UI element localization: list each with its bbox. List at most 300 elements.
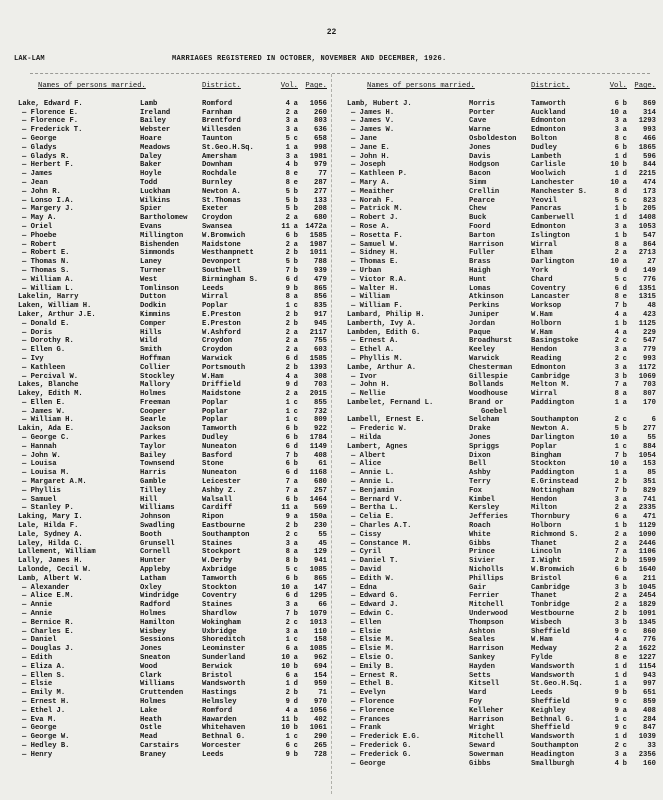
entry-district: Burnley: [202, 178, 233, 187]
entry-volume: [272, 205, 301, 214]
marriage-entry-row: [18, 619, 328, 628]
entry-volume-number: 1: [285, 733, 290, 742]
entry-volume-number: 2: [614, 504, 619, 513]
marriage-entry-row: [347, 293, 657, 302]
entry-volume: [272, 557, 301, 566]
entry-volume-letter: b: [622, 372, 627, 381]
entry-spouse-surname: Gamble: [140, 478, 166, 487]
entry-name: — George C.: [22, 434, 70, 443]
entry-name: — Elsie: [351, 627, 382, 636]
entry-volume-number: 8: [614, 134, 619, 143]
entry-volume-number: 9: [285, 284, 290, 293]
entry-volume: [272, 258, 301, 267]
entry-volume-letter: a: [293, 143, 298, 152]
entry-volume-letter: a: [622, 548, 627, 557]
entry-volume: [272, 285, 301, 294]
entry-volume-number: 8: [285, 293, 290, 302]
entry-name: — Ellen S.: [22, 671, 66, 680]
entry-district: W.Ham: [531, 310, 553, 319]
entry-name: — Ellen E.: [22, 398, 66, 407]
entry-district: Lanchester: [531, 178, 575, 187]
entry-district: Pancras: [531, 205, 562, 214]
entry-spouse-surname: Dutton: [140, 293, 166, 302]
entry-volume: [272, 293, 301, 302]
entry-volume: [601, 724, 630, 733]
entry-volume: [272, 329, 301, 338]
entry-volume-letter: a: [622, 363, 627, 372]
entry-volume-number: 10: [610, 161, 619, 170]
entry-volume-number: 5: [285, 566, 290, 575]
entry-volume-number: 2: [285, 689, 290, 698]
left-entries-list: [18, 100, 328, 760]
entry-volume-letter: b: [293, 662, 298, 671]
entry-district: Helmsley: [202, 697, 237, 706]
entry-volume-number: 3: [614, 222, 619, 231]
entry-name: — John H.: [351, 381, 390, 390]
entry-volume: [601, 188, 630, 197]
entry-volume-letter: a: [293, 539, 298, 548]
entry-district: Southampton: [202, 530, 250, 539]
entry-district: Smallburgh: [531, 759, 575, 768]
entry-volume-number: 5: [614, 196, 619, 205]
entry-volume-letter: d: [622, 214, 627, 223]
entry-page: 856: [314, 293, 327, 302]
entry-page: 979: [314, 161, 327, 170]
entry-volume-letter: a: [293, 126, 298, 135]
entry-volume: [601, 100, 630, 109]
entry-spouse-surname-alt: Goebel: [481, 407, 507, 416]
entry-page: 308: [314, 372, 327, 381]
entry-page: 466: [643, 134, 656, 143]
entry-district: Romford: [202, 99, 233, 108]
entry-page: 45: [318, 539, 327, 548]
marriage-entry-row: [18, 592, 328, 601]
entry-volume-number: 6: [285, 469, 290, 478]
marriage-entry-row: [18, 496, 328, 505]
entry-volume-number: 2: [285, 214, 290, 223]
entry-spouse-surname: Hill: [140, 495, 158, 504]
entry-volume-number: 2: [285, 310, 290, 319]
entry-volume-letter: b: [622, 522, 627, 531]
entry-volume-letter: d: [293, 354, 298, 363]
entry-spouse-surname: Windridge: [140, 592, 179, 601]
entry-volume: [272, 197, 301, 206]
entry-spouse-surname: Clark: [140, 671, 162, 680]
entry-volume: [601, 487, 630, 496]
marriage-entry-row: [347, 135, 657, 144]
entry-spouse-surname: Juniper: [469, 310, 500, 319]
entry-district: St.Geo.H.Sq.: [202, 143, 254, 152]
marriage-entry-row: [18, 267, 328, 276]
entry-spouse-surname: Turner: [140, 266, 166, 275]
entry-district: Yeovil: [531, 196, 557, 205]
entry-volume: [601, 469, 630, 478]
entry-volume-letter: b: [622, 689, 627, 698]
entry-volume: [601, 355, 630, 364]
entry-district: Bethnal G.: [202, 733, 246, 742]
entry-spouse-surname: Mallory: [140, 381, 171, 390]
entry-volume-number: 3: [285, 539, 290, 548]
entry-spouse-surname: Cooper: [140, 407, 166, 416]
entry-volume-number: 1: [614, 442, 619, 451]
entry-name: — Louisa M.: [22, 469, 70, 478]
entry-volume-number: 2: [285, 618, 290, 627]
entry-volume-letter: c: [622, 715, 627, 724]
entry-name: — Jane E.: [351, 143, 390, 152]
marriage-entry-row: [347, 373, 657, 382]
entry-name: — Bernice R.: [22, 618, 74, 627]
entry-district: Newton A.: [531, 425, 570, 434]
entry-volume-number: 4: [285, 706, 290, 715]
entry-spouse-surname: Hunter: [140, 557, 166, 566]
entry-name: — Thomas S.: [22, 266, 70, 275]
entry-district: Wirral: [531, 240, 557, 249]
entry-volume-number: 3: [614, 372, 619, 381]
entry-volume: [601, 161, 630, 170]
entry-volume-letter: b: [622, 302, 627, 311]
entry-page: 547: [643, 231, 656, 240]
entry-district: Shardlow: [202, 610, 237, 619]
marriage-entry-row: [347, 672, 657, 681]
entry-volume-number: 10: [281, 583, 290, 592]
document-title: MARRIAGES REGISTERED IN OCTOBER, NOVEMBER AND DECEMBER, 1926.: [172, 55, 447, 63]
marriage-entry-row: [347, 241, 657, 250]
entry-district: Lincoln: [531, 548, 562, 557]
entry-name: — Ellen G.: [22, 346, 66, 355]
entry-spouse-surname: Braney: [140, 750, 166, 759]
entry-spouse-surname: Dixon: [469, 451, 491, 460]
entry-volume: [272, 276, 301, 285]
entry-spouse-surname: Harris: [140, 469, 166, 478]
entry-page: 2015: [309, 390, 327, 399]
entry-volume: [272, 117, 301, 126]
entry-volume-number: 2: [285, 108, 290, 117]
entry-name: — May A.: [22, 214, 57, 223]
entry-volume: [601, 276, 630, 285]
entry-spouse-surname: Swadling: [140, 522, 175, 531]
entry-name: — Frederick G.: [351, 741, 412, 750]
entry-district: Holborn: [531, 319, 562, 328]
entry-district: W.Bromwich: [202, 231, 246, 240]
entry-name: — Robert: [22, 240, 57, 249]
entry-page: 939: [314, 266, 327, 275]
entry-volume-letter: a: [293, 504, 298, 513]
entry-name: — Eliza A.: [22, 662, 66, 671]
entry-district: Wokingham: [202, 618, 241, 627]
entry-district: Taunton: [202, 134, 233, 143]
entry-volume-number: 4: [285, 99, 290, 108]
entry-volume-number: 5: [285, 187, 290, 196]
entry-district: Headington: [531, 750, 575, 759]
marriage-entry-row: [347, 716, 657, 725]
entry-volume-letter: b: [293, 363, 298, 372]
entry-volume: [601, 645, 630, 654]
entry-volume: [272, 469, 301, 478]
entry-page: 55: [647, 434, 656, 443]
entry-page: 1351: [638, 284, 656, 293]
entry-district: Dudley: [531, 143, 557, 152]
entry-volume: [601, 302, 630, 311]
entry-volume-number: 6: [614, 566, 619, 575]
entry-name: — Eva M.: [22, 715, 57, 724]
entry-spouse-surname: Daley: [140, 152, 162, 161]
marriage-entry-row: [18, 276, 328, 285]
entry-volume-letter: a: [622, 310, 627, 319]
marriage-entry-row: [18, 232, 328, 241]
marriage-entry-row: [347, 575, 657, 584]
entry-page: 859: [643, 697, 656, 706]
entry-page: 1069: [638, 372, 656, 381]
entry-volume: [272, 592, 301, 601]
entry-volume-number: 2: [285, 240, 290, 249]
marriage-entry-row: [347, 487, 657, 496]
entry-volume: [272, 241, 301, 250]
entry-volume: [272, 460, 301, 469]
entry-page: 423: [643, 310, 656, 319]
entry-name: — Edwin C.: [351, 610, 395, 619]
marriage-entry-row: [18, 751, 328, 760]
marriage-entry-row: [18, 329, 328, 338]
entry-volume-number: 9: [285, 513, 290, 522]
entry-name: — Hannah: [22, 442, 57, 451]
entry-name: — Annie: [22, 610, 53, 619]
entry-volume-number: 3: [614, 346, 619, 355]
entry-spouse-surname: Prince: [469, 548, 495, 557]
entry-volume: [601, 373, 630, 382]
entry-spouse-surname: Ostle: [140, 724, 162, 733]
marriage-entry-row: [347, 355, 657, 364]
entry-name: — David: [351, 566, 382, 575]
entry-volume-letter: b: [622, 425, 627, 434]
entry-district: Staines: [202, 601, 233, 610]
entry-volume: [601, 144, 630, 153]
entry-volume-letter: b: [293, 724, 298, 733]
entry-page: 865: [314, 284, 327, 293]
entry-page: 855: [314, 398, 327, 407]
entry-district: Driffield: [202, 381, 241, 390]
entry-name: — Herbert F.: [22, 161, 74, 170]
entry-volume-number: 6: [285, 231, 290, 240]
marriage-entry-row: [18, 337, 328, 346]
entry-volume-number: 3: [614, 583, 619, 592]
entry-volume: [272, 724, 301, 733]
entry-volume: [601, 707, 630, 716]
entry-volume-letter: d: [622, 187, 627, 196]
marriage-entry-row: [18, 293, 328, 302]
marriage-entry-row: [18, 355, 328, 364]
entry-page: 150a: [309, 513, 327, 522]
entry-district: Exeter: [202, 205, 228, 214]
entry-page: 1599: [638, 557, 656, 566]
entry-volume-number: 2: [614, 601, 619, 610]
entry-spouse-surname: Webster: [140, 126, 171, 135]
entry-page: 408: [314, 451, 327, 460]
entry-page: 287: [314, 178, 327, 187]
entry-volume: [272, 584, 301, 593]
entry-volume-letter: b: [622, 205, 627, 214]
entry-volume-number: 7: [285, 478, 290, 487]
entry-spouse-surname: Jackson: [140, 425, 171, 434]
entry-district: Bristol: [202, 671, 233, 680]
entry-name: — Daniel T.: [351, 557, 399, 566]
entry-volume-number: 2: [614, 539, 619, 548]
entry-name: — Hedley B.: [22, 741, 70, 750]
entry-volume-letter: a: [293, 372, 298, 381]
entry-district: Croydon: [202, 346, 233, 355]
marriage-entry-continuation: [347, 408, 657, 417]
entry-spouse-surname: Harrison: [469, 240, 504, 249]
marriage-entry-row: [347, 346, 657, 355]
entry-volume-number: 6: [285, 460, 290, 469]
entry-page: 1472a: [305, 222, 327, 231]
entry-volume: [272, 100, 301, 109]
column-divider: [331, 74, 332, 794]
entry-volume-letter: b: [293, 310, 298, 319]
entry-volume: [601, 680, 630, 689]
marriage-entry-row: [18, 346, 328, 355]
entry-volume-letter: b: [622, 759, 627, 768]
entry-name: Laking, Mary I.: [18, 513, 83, 522]
entry-district: Auckland: [531, 108, 566, 117]
entry-volume-number: 6: [285, 574, 290, 583]
marriage-entry-row: [18, 311, 328, 320]
entry-volume-letter: a: [293, 513, 298, 522]
marriage-entry-row: [347, 170, 657, 179]
entry-volume-letter: b: [293, 522, 298, 531]
entry-spouse-surname: Latham: [140, 574, 166, 583]
entry-volume: [601, 153, 630, 162]
entry-district: Dudley: [202, 434, 228, 443]
entry-district: Stockport: [202, 548, 241, 557]
marriage-entry-row: [347, 214, 657, 223]
entry-name: — Margery J.: [22, 205, 74, 214]
entry-page: 1640: [638, 566, 656, 575]
marriage-entry-row: [18, 654, 328, 663]
entry-page: 1013: [309, 618, 327, 627]
entry-page: 993: [643, 354, 656, 363]
entry-volume-letter: d: [293, 381, 298, 390]
entry-volume-letter: b: [622, 618, 627, 627]
entry-volume-number: 10: [610, 178, 619, 187]
entry-page: 776: [643, 275, 656, 284]
entry-volume: [601, 575, 630, 584]
entry-spouse-surname: Holmes: [140, 390, 166, 399]
marriage-entry-row: [347, 179, 657, 188]
entry-volume: [601, 232, 630, 241]
entry-volume: [272, 355, 301, 364]
entry-spouse-surname: Simmonds: [140, 249, 175, 258]
entry-spouse-surname: Gibbs: [469, 539, 491, 548]
entry-volume: [272, 390, 301, 399]
entry-name: — Patrick M.: [351, 205, 403, 214]
entry-volume: [272, 170, 301, 179]
entry-name: — Elsie M.: [351, 645, 395, 654]
entry-page: 807: [643, 390, 656, 399]
marriage-entry-row: [18, 100, 328, 109]
marriage-entry-row: [18, 214, 328, 223]
marriage-entry-row: [347, 337, 657, 346]
entry-volume-letter: a: [622, 645, 627, 654]
entry-volume-number: 11: [281, 715, 290, 724]
entry-district: Warwick: [202, 354, 233, 363]
entry-page: 680: [314, 478, 327, 487]
entry-volume-number: 7: [614, 486, 619, 495]
entry-name: — James H.: [351, 108, 395, 117]
marriage-entry-row: [347, 223, 657, 232]
entry-page: 943: [643, 671, 656, 680]
entry-volume-letter: a: [293, 390, 298, 399]
marriage-entry-row: [347, 161, 657, 170]
marriage-entry-row: [347, 636, 657, 645]
entry-spouse-surname: Sneaton: [140, 654, 171, 662]
marriage-entry-row: [347, 434, 657, 443]
entry-name: — Urban: [351, 266, 382, 275]
entry-spouse-surname: Jones: [469, 434, 491, 443]
entry-page: 596: [643, 152, 656, 161]
entry-district: Nuneaton: [202, 442, 237, 451]
entry-spouse-surname: Hoyle: [140, 170, 162, 179]
entry-page: 1622: [638, 645, 656, 654]
entry-district: Staines: [202, 539, 233, 548]
entry-name: — Benjamin: [351, 486, 395, 495]
entry-name: Lakey, Edith M.: [18, 390, 83, 399]
entry-volume-letter: a: [622, 117, 627, 126]
entry-volume-number: 8: [614, 187, 619, 196]
entry-volume-number: 2: [614, 530, 619, 539]
entry-page: 603: [314, 346, 327, 355]
entry-name: — Albert: [351, 451, 386, 460]
entry-district: Southampton: [531, 416, 579, 425]
entry-district: Coventry: [531, 284, 566, 293]
marriage-entry-row: [347, 540, 657, 549]
entry-volume-number: 6: [285, 645, 290, 654]
entry-volume-letter: a: [293, 337, 298, 346]
entry-district: Edmonton: [531, 222, 566, 231]
entry-district: Downham: [202, 161, 233, 170]
entry-spouse-surname: Williams: [140, 680, 175, 689]
entry-volume-letter: a: [622, 636, 627, 645]
entry-spouse-surname: Barton: [469, 231, 495, 240]
entry-page: 61: [318, 460, 327, 469]
entry-spouse-surname: Smith: [140, 346, 162, 355]
entry-volume: [272, 188, 301, 197]
entry-district: W.Ham: [531, 328, 553, 337]
entry-volume-letter: d: [622, 733, 627, 742]
entry-spouse-surname: Sessions: [140, 636, 175, 645]
entry-volume-number: 3: [614, 363, 619, 372]
entry-page: 1056: [309, 706, 327, 715]
entry-page: 809: [314, 416, 327, 425]
entry-volume-letter: a: [622, 530, 627, 539]
entry-volume-number: 4: [614, 759, 619, 768]
entry-volume-letter: a: [293, 645, 298, 654]
entry-volume: [601, 742, 630, 751]
entry-district: St.Geo.H.Sq.: [531, 680, 583, 689]
entry-page: 479: [314, 275, 327, 284]
marriage-entry-row: [347, 188, 657, 197]
entry-volume-letter: b: [293, 495, 298, 504]
entry-district: Swansea: [202, 222, 233, 231]
entry-spouse-surname: Brand or: [469, 398, 504, 407]
entry-volume-letter: b: [622, 161, 627, 170]
entry-district: Southwell: [202, 266, 241, 275]
entry-volume: [601, 619, 630, 628]
entry-volume: [601, 566, 630, 575]
entry-volume-number: 7: [285, 451, 290, 460]
entry-name: — Douglas J.: [22, 645, 74, 654]
marriage-entry-row: [18, 258, 328, 267]
entry-volume: [272, 663, 301, 672]
